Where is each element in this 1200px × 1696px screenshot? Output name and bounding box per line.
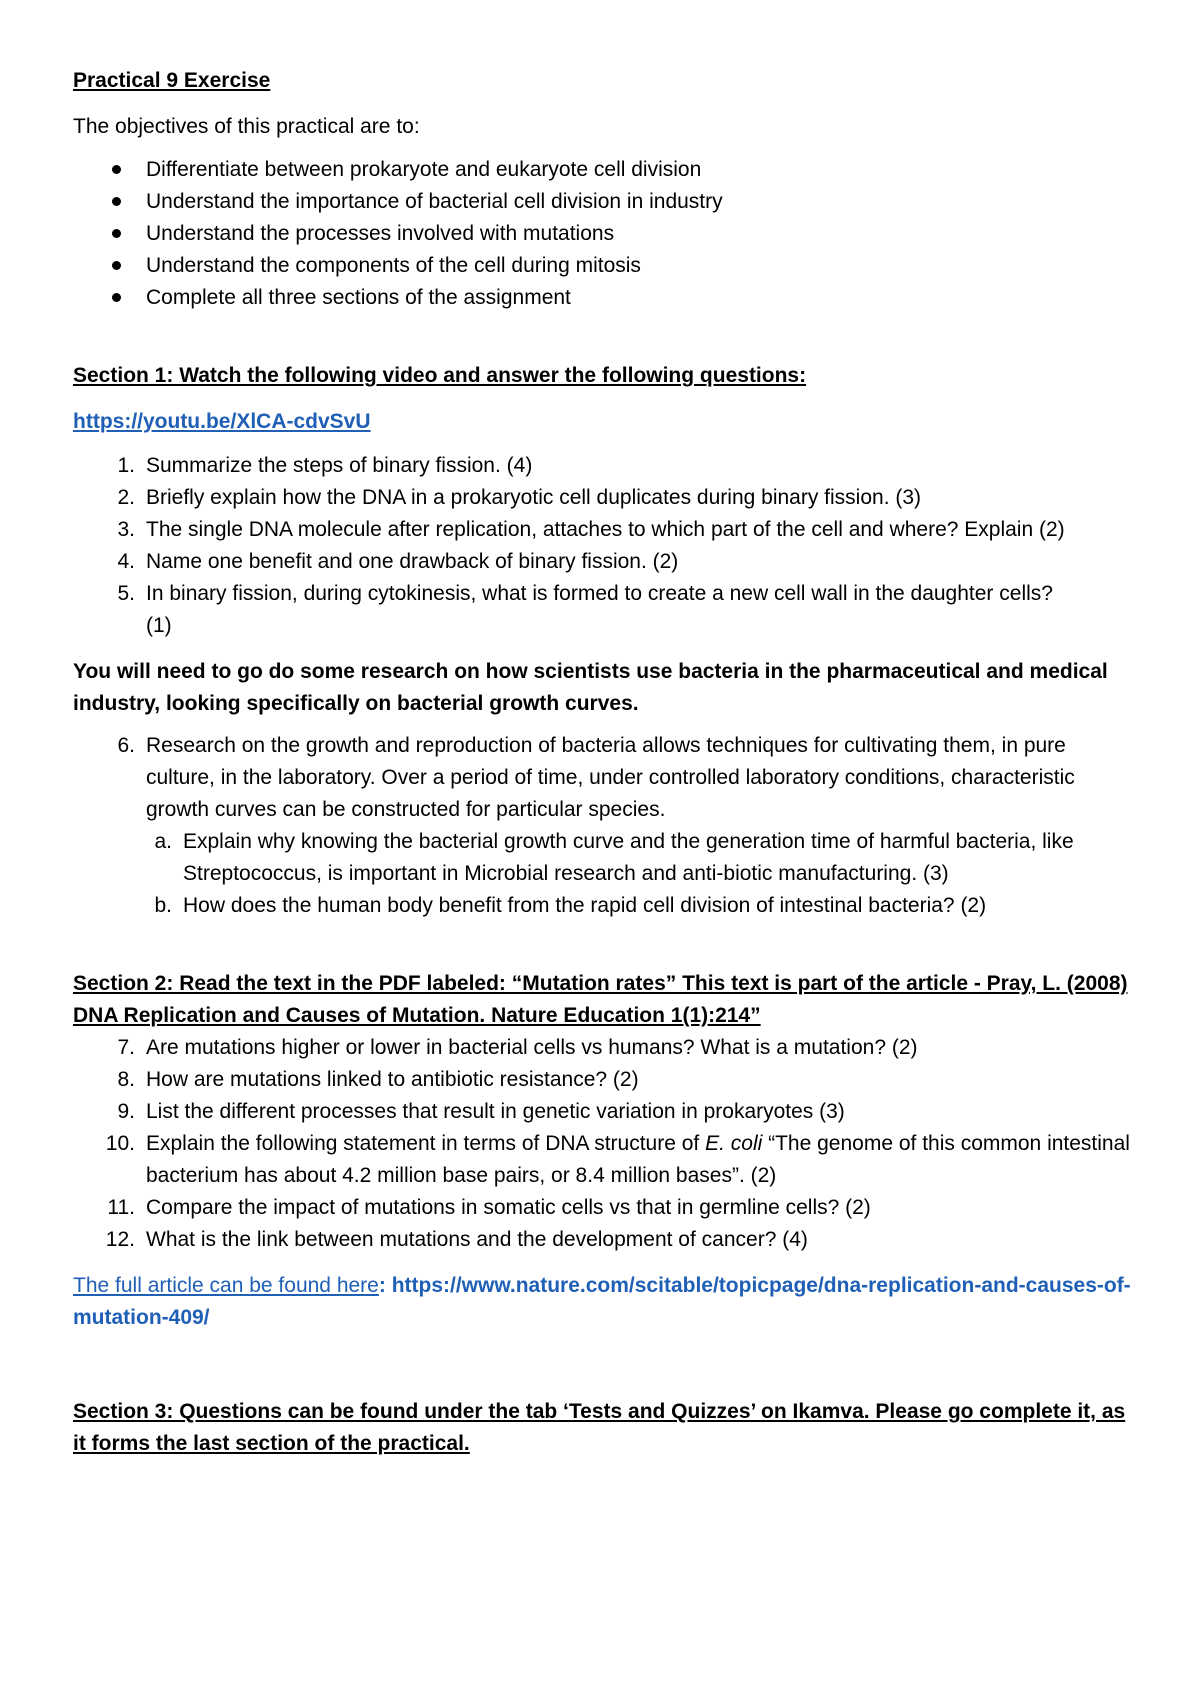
question-item: 4. Name one benefit and one drawback of binary fission. (2) bbox=[117, 550, 679, 573]
bullet-icon bbox=[112, 261, 121, 270]
question-6 bbox=[73, 730, 1133, 922]
list-item: Differentiate between prokaryote and eukaryote cell division bbox=[73, 154, 1133, 186]
question-item: 9. List the different processes that result in genetic variation in prokaryotes (3) bbox=[117, 1100, 845, 1123]
section-3-heading: Section 3: Questions can be found under the tab ‘Tests and Quizzes’ on Ikamva. Please go complete it, as it forms the last section of the practical. bbox=[73, 1400, 1126, 1455]
section-1-heading: Section 1: Watch the following video and answer the following questions: bbox=[73, 364, 807, 387]
question-item: 12. What is the link between mutations and the development of cancer? (4) bbox=[105, 1228, 808, 1251]
sub-question-item: a. Explain why knowing the bacterial growth curve and the generation time of harmful bacteria, like Streptococcus, is important in Microbial research and anti-biotic manufacturing. (3) bbox=[154, 830, 1074, 885]
list-item: Understand the processes involved with mutations bbox=[73, 218, 1133, 250]
question-item: 1. Summarize the steps of binary fission. (4) bbox=[117, 454, 533, 477]
question-item: 6. Research on the growth and reproduction of bacteria allows techniques for cultivating them, in pure culture, in the laboratory. Over a period of time, under controlled laboratory conditions, characteristic growth curves can be constructed for particular species. bbox=[117, 734, 1075, 821]
question-item: 7. Are mutations higher or lower in bacterial cells vs humans? What is a mutation? (2) bbox=[117, 1036, 918, 1059]
video-link[interactable]: https://youtu.be/XlCA-cdvSvU bbox=[73, 410, 371, 433]
objectives-intro: The objectives of this practical are to: bbox=[73, 115, 420, 138]
bullet-icon bbox=[112, 165, 121, 174]
section-2-heading: Section 2: Read the text in the PDF labeled: “Mutation rates” This text is part of the article - Pray, L. (2008) DNA Replication and Causes of Mutation. Nature Education 1(1):214” bbox=[73, 972, 1128, 1027]
objectives-list bbox=[73, 154, 1133, 314]
article-reference: The full article can be found here: https://www.nature.com/scitable/topicpage/dna-replication-and-causes-of-mutation-409/ bbox=[73, 1274, 1131, 1329]
sub-question-item: b. How does the human body benefit from the rapid cell division of intestinal bacteria? (2) bbox=[154, 894, 987, 917]
question-item: 2. Briefly explain how the DNA in a prokaryotic cell duplicates during binary fission. (3) bbox=[117, 486, 922, 509]
bullet-icon bbox=[112, 293, 121, 302]
page-title: Practical 9 Exercise bbox=[73, 69, 271, 92]
section-1-questions bbox=[73, 450, 1133, 642]
question-item: 11. Compare the impact of mutations in somatic cells vs that in germline cells? (2) bbox=[107, 1196, 871, 1219]
article-url-link[interactable]: https://www.nature.com/scitable/topicpage/dna-replication-and-causes-of-mutation-409/ bbox=[73, 1274, 1131, 1329]
list-item: Understand the importance of bacterial cell division in industry bbox=[73, 186, 1133, 218]
list-item: Understand the components of the cell during mitosis bbox=[73, 250, 1133, 282]
question-item: 10. Explain the following statement in terms of DNA structure of E. coli “The genome of this common intestinal bacterium has about 4.2 million base pairs, or 8.4 million bases”. (2) bbox=[105, 1132, 1130, 1187]
section-2-questions bbox=[73, 1032, 1133, 1256]
list-item: Complete all three sections of the assignment bbox=[73, 282, 1133, 314]
question-item: 3. The single DNA molecule after replication, attaches to which part of the cell and where? Explain (2) bbox=[117, 518, 1065, 541]
question-item: 8. How are mutations linked to antibiotic resistance? (2) bbox=[117, 1068, 639, 1091]
research-note: You will need to go do some research on how scientists use bacteria in the pharmaceutical and medical industry, looking specifically on bacterial growth curves. bbox=[73, 660, 1108, 715]
bullet-icon bbox=[112, 197, 121, 206]
question-item: 5. In binary fission, during cytokinesis, what is formed to create a new cell wall in the daughter cells? (1) bbox=[117, 582, 1053, 637]
bullet-icon bbox=[112, 229, 121, 238]
article-link-label[interactable]: The full article can be found here bbox=[73, 1274, 379, 1297]
document-page bbox=[73, 66, 1133, 1460]
